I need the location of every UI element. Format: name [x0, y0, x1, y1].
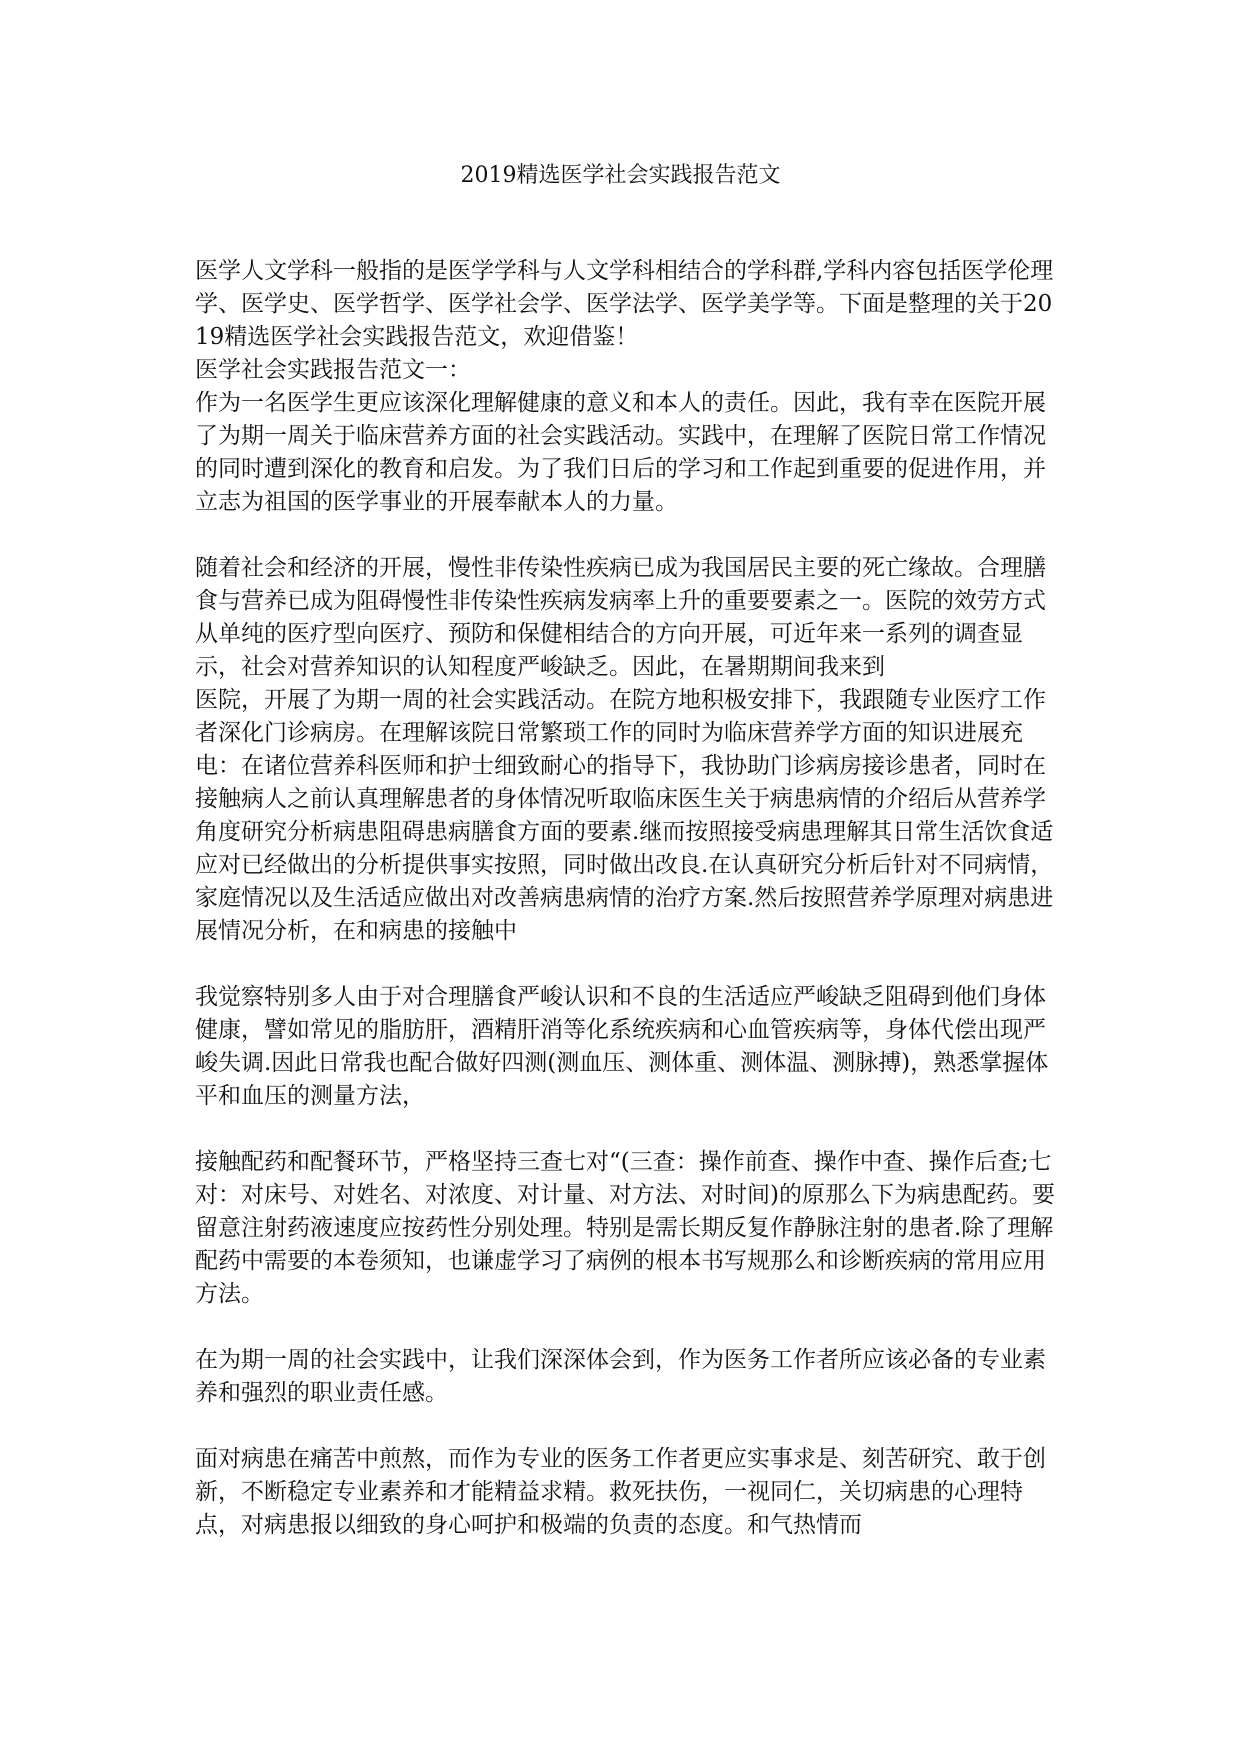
paragraph-gap [195, 1113, 1055, 1146]
paragraph-gap [195, 948, 1055, 981]
paragraph-intro: 医学人文学科一般指的是医学学科与人文学科相结合的学科群,学科内容包括医学伦理学、医学史、医学哲学、医学社会学、医学法学、医学美学等。下面是整理的关于2019精选医学社会实践报告范文，欢迎借鉴！ [195, 258, 1054, 350]
paragraph-gap [195, 519, 1055, 552]
paragraph-gap [195, 1311, 1055, 1344]
paragraph-heading: 医学社会实践报告范文一： [195, 357, 471, 383]
paragraph-3: 医院，开展了为期一周的社会实践活动。在院方地积极安排下，我跟随专业医疗工作者深化门诊病房。在理解该院日常繁琐工作的同时为临床营养学方面的知识进展充电：在诸位营养科医师和护士细致耐心的指导下，我协助门诊病房接诊患者，同时在接触病人之前认真理解患者的身体情况听取临床医生关于病患病情的介绍后从营养学角度研究分析病患阻碍患病膳食方面的要素.继而按照接受病患理解其日常生活饮食适应对已经做出的分析提供事实按照，同时做出改良.在认真研究分析后针对不同病情，家庭情况以及生活适应做出对改善病患病情的治疗方案.然后按照营养学原理对病患进展情况分析，在和病患的接触中 [195, 687, 1054, 944]
paragraph-7: 面对病患在痛苦中煎熬，而作为专业的医务工作者更应实事求是、刻苦研究、敢于创新，不断稳定专业素养和才能精益求精。救死扶伤，一视同仁，关切病患的心理特点，对病患报以细致的身心呵护和极端的负责的态度。和气热情而 [195, 1446, 1046, 1538]
paragraph-gap [195, 1410, 1055, 1443]
body-block-intro [195, 255, 1055, 1542]
paragraph-1: 作为一名医学生更应该深化理解健康的意义和本人的责任。因此，我有幸在医院开展了为期一周关于临床营养方面的社会实践活动。实践中，在理解了医院日常工作情况的同时遭到深化的教育和启发。为了我们日后的学习和工作起到重要的促进作用，并立志为祖国的医学事业的开展奉献本人的力量。 [195, 390, 1046, 515]
paragraph-6: 在为期一周的社会实践中，让我们深深体会到，作为医务工作者所应该必备的专业素养和强烈的职业责任感。 [195, 1347, 1046, 1406]
document-title: 2019精选医学社会实践报告范文 [460, 163, 781, 188]
paragraph-5: 接触配药和配餐环节，严格坚持三查七对“(三查：操作前查、操作中查、操作后查;七对：对床号、对姓名、对浓度、对计量、对方法、对时间)的原那么下为病患配药。要留意注射药液速度应按药性分别处理。特别是需长期反复作静脉注射的患者.除了理解配药中需要的本卷须知，也谦虚学习了病例的根本书写规那么和诊断疾病的常用应用方法。 [195, 1149, 1055, 1307]
paragraph-4: 我觉察特别多人由于对合理膳食严峻认识和不良的生活适应严峻缺乏阻碍到他们身体健康，譬如常见的脂肪肝，酒精肝消等化系统疾病和心血管疾病等，身体代偿出现严峻失调.因此日常我也配合做好四测(测血压、测体重、测体温、测脉搏)，熟悉掌握体平和血压的测量方法， [195, 984, 1049, 1109]
paragraph-2: 随着社会和经济的开展，慢性非传染性疾病已成为我国居民主要的死亡缘故。合理膳食与营养已成为阻碍慢性非传染性疾病发病率上升的重要要素之一。医院的效劳方式从单纯的医疗型向医疗、预防和保健相结合的方向开展，可近年来一系列的调查显示，社会对营养知识的认知程度严峻缺乏。因此，在暑期期间我来到 [195, 555, 1046, 680]
